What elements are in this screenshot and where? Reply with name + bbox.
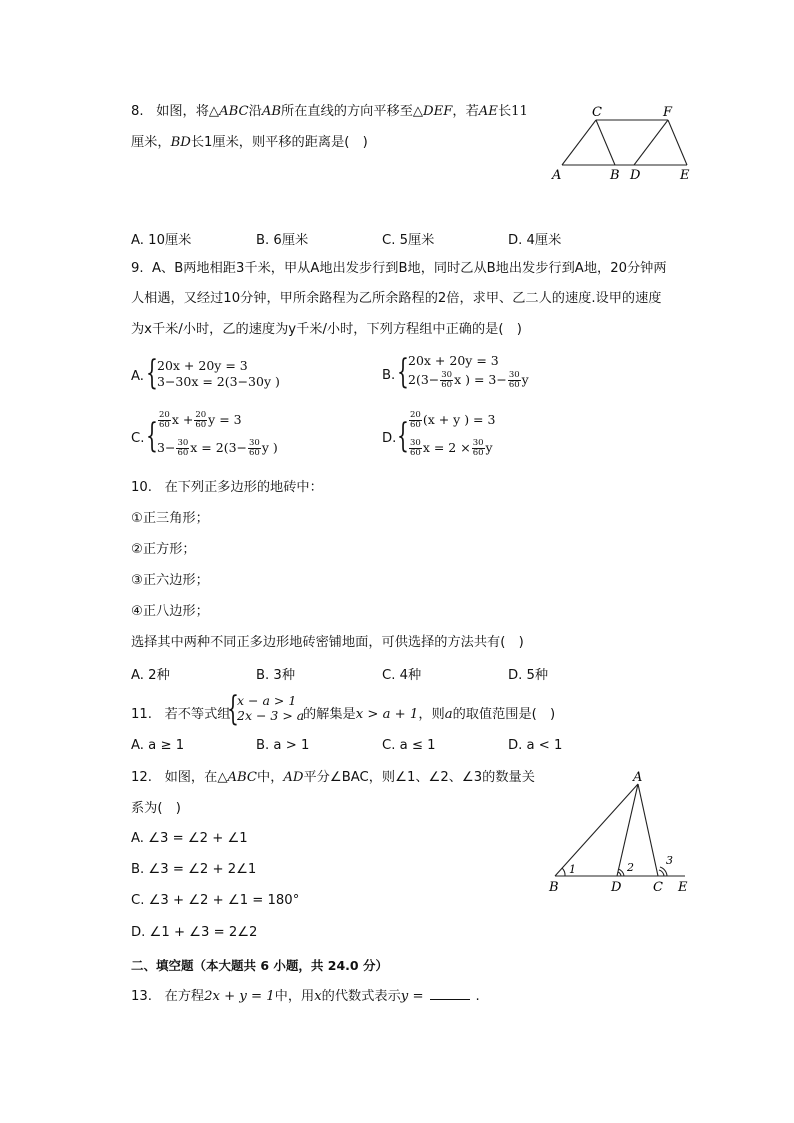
q8-line2: 厘米，BD长1厘米，则平移的距离是( ) bbox=[131, 135, 368, 150]
q10-item-1: ①正三角形； bbox=[131, 511, 209, 526]
q9-option-b[interactable]: B. { 20x + 20y = 3 2(3− $\frac{30}{60}$ x ) = 3− $\frac{30}{60}$ y bbox=[382, 352, 529, 392]
q9-line3: 为x千米/小时，乙的速度为y千米/小时，下列方程组中正确的是( ) bbox=[131, 322, 522, 337]
q10-item-4: ④正八边形； bbox=[131, 604, 209, 619]
q9-option-c[interactable]: C. { $\frac{20}{60}$ x + $\frac{20}{60}$ y = 3 3− $\frac{30}{60}$ x = 2(3− $\frac{30}{60}$ y ) bbox=[131, 410, 278, 458]
q10-item-2: ②正方形； bbox=[131, 542, 196, 557]
q12-option-a[interactable]: A. ∠3 = ∠2 + ∠1 bbox=[131, 831, 248, 846]
q11-option-d[interactable]: D. a < 1 bbox=[508, 738, 563, 753]
q10-stem: 10. 在下列正多边形的地砖中： bbox=[131, 480, 323, 495]
q8-option-c[interactable]: C. 5厘米 bbox=[382, 233, 435, 248]
q12-angle3-arc-inner bbox=[659, 870, 664, 876]
q12-option-b[interactable]: B. ∠3 = ∠2 + 2∠1 bbox=[131, 862, 257, 877]
q12-line1: 12. 如图，在△ABC中，AD平分∠BAC，则∠1、∠2、∠3的数量关 bbox=[131, 770, 535, 785]
q12-side-ab bbox=[555, 784, 638, 876]
q12-triangle-figure bbox=[545, 765, 695, 895]
q8-label-a: A bbox=[552, 168, 562, 183]
q10-item-3: ③正六边形； bbox=[131, 573, 209, 588]
q12-angle1-arc bbox=[562, 868, 565, 876]
q8-label-d: D bbox=[630, 168, 641, 183]
q10-option-b[interactable]: B. 3种 bbox=[256, 668, 296, 683]
q8-label-b: B bbox=[610, 168, 620, 183]
q10-option-d[interactable]: D. 5种 bbox=[508, 668, 549, 683]
q8-line1: 8. 如图，将△ABC沿AB所在直线的方向平移至△DEF，若AE长11 bbox=[131, 104, 528, 119]
q12-option-c[interactable]: C. ∠3 + ∠2 + ∠1 = 180° bbox=[131, 893, 300, 908]
q11-option-a[interactable]: A. a ≥ 1 bbox=[131, 738, 185, 753]
q8-label-c: C bbox=[592, 105, 602, 120]
q8-side-ac bbox=[562, 120, 596, 165]
q12-side-ac bbox=[638, 784, 658, 876]
q11-stem: 11. 若不等式组 { x − a > 1 2x − 3 > a 的解集是x > a + 1，则a的取值范围是( ) bbox=[131, 689, 556, 729]
q12-angle-3-label: 3 bbox=[666, 854, 673, 867]
q12-angle-1-label: 1 bbox=[569, 863, 576, 876]
q8-option-d[interactable]: D. 4厘米 bbox=[508, 233, 562, 248]
q11-option-c[interactable]: C. a ≤ 1 bbox=[382, 738, 436, 753]
q10-question: 选择其中两种不同正多边形地砖密铺地面，可供选择的方法共有( ) bbox=[131, 635, 524, 650]
q8-option-b[interactable]: B. 6厘米 bbox=[256, 233, 309, 248]
q9-line2: 人相遇，又经过10分钟，甲所余路程为乙所余路程的2倍，求甲、乙二人的速度.设甲的速度 bbox=[131, 291, 662, 306]
q8-label-f: F bbox=[663, 105, 673, 120]
q8-side-cb bbox=[596, 120, 615, 165]
q12-line2: 系为( ) bbox=[131, 801, 181, 816]
q13-stem: 13. 在方程2x + y = 1中，用x的代数式表示y = . bbox=[131, 989, 480, 1004]
q12-angle2-arc-inner bbox=[618, 872, 621, 876]
section-heading: 二、填空题（本大题共 6 小题，共 24.0 分） bbox=[131, 958, 388, 973]
q8-translation-figure bbox=[548, 100, 698, 186]
q8-side-df bbox=[634, 120, 668, 165]
q12-label-b: B bbox=[549, 880, 559, 895]
q13-answer-blank[interactable] bbox=[430, 987, 470, 1000]
q8-label-e: E bbox=[680, 168, 690, 183]
q12-label-c: C bbox=[653, 880, 663, 895]
q8-side-fe bbox=[668, 120, 687, 165]
q8-option-a[interactable]: A. 10厘米 bbox=[131, 233, 192, 248]
q12-label-d: D bbox=[611, 880, 622, 895]
q9-option-a[interactable]: A. { 20x + 20y = 3 3−30x = 2(3−30y ) bbox=[131, 353, 280, 393]
q12-label-a: A bbox=[633, 770, 643, 785]
q9-option-d[interactable]: D. { $\frac{20}{60}$ (x + y ) = 3 $\frac{30}{60}$ x = 2 × $\frac{30}{60}$ y bbox=[382, 410, 496, 458]
q9-line1: 9. A、B两地相距3千米，甲从A地出发步行到B地，同时乙从B地出发步行到A地，20分钟两 bbox=[131, 261, 667, 276]
q12-option-d[interactable]: D. ∠1 + ∠3 = 2∠2 bbox=[131, 925, 258, 940]
q10-option-c[interactable]: C. 4种 bbox=[382, 668, 422, 683]
q11-option-b[interactable]: B. a > 1 bbox=[256, 738, 310, 753]
q12-label-e: E bbox=[678, 880, 688, 895]
q10-option-a[interactable]: A. 2种 bbox=[131, 668, 170, 683]
q12-angle-2-label: 2 bbox=[627, 861, 634, 874]
